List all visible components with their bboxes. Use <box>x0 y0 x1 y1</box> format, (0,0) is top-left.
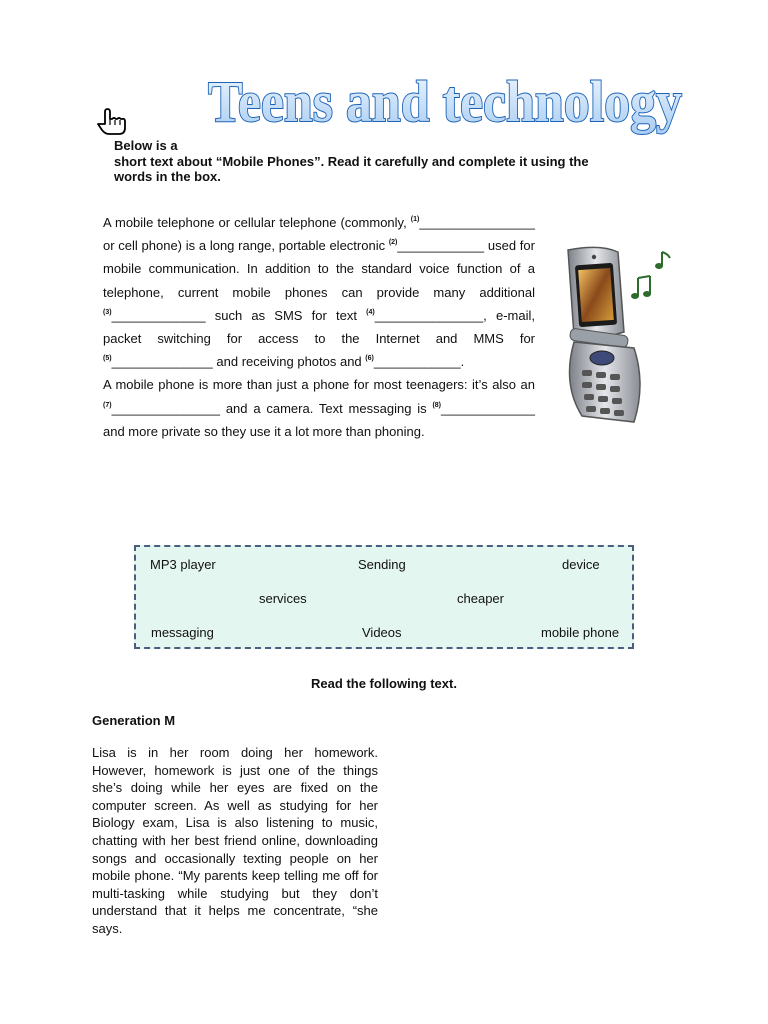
word-box-item: mobile phone <box>541 625 620 640</box>
word-box-item: Sending <box>358 557 406 572</box>
instructions-line-3: words in the box. <box>114 169 221 184</box>
reading-title: Generation M <box>92 713 176 728</box>
exercise-paragraph-1 <box>103 211 535 373</box>
word-box-item: messaging <box>151 625 214 640</box>
exercise-text: A mobile telephone or cellular telephone (commonly, <box>103 215 411 230</box>
exercise-text: _______________, e-mail, packet switching for access to the Internet and MMS for <box>103 307 535 347</box>
page-title: Teens and technology <box>208 69 682 134</box>
gap-number: (5) <box>103 355 112 363</box>
exercise-text: _____________ and more private so they use it a lot more than phoning. <box>103 400 535 439</box>
gap-number: (2) <box>388 239 398 247</box>
exercise-text: ________________ or cell phone) is a long range, portable electronic <box>103 215 535 254</box>
gap-number: (7) <box>103 401 112 409</box>
music-notes-icon <box>628 248 682 308</box>
reading-heading: Read the following text. <box>311 676 457 691</box>
gap-number: (4) <box>366 308 375 316</box>
word-box-item: MP3 player <box>150 557 216 572</box>
exercise-text: _______________ and a camera. Text messaging is <box>111 400 433 416</box>
gap-number: (8) <box>432 401 441 409</box>
instructions-line-2: short text about “Mobile Phones”. Read it carefully and complete it using the <box>114 153 589 169</box>
gap-fill-exercise <box>103 211 535 443</box>
exercise-paragraph-2 <box>103 373 535 443</box>
exercise-text: ____________. <box>373 354 465 370</box>
exercise-text: ______________ and receiving photos and <box>111 354 366 370</box>
exercise-text: A mobile phone is more than just a phone for most teenagers: it’s also an <box>103 377 535 393</box>
reading-text: Lisa is in her room doing her homework. However, homework is just one of the things she’s doing while her eyes are fixed on the computer screen. As well as studying for her Biology exam, Lisa is also listening to music, chatting with her best friend online, downloading songs and occasionally texting people on her mobile phone. “My parents keep telling me off for multi-tasking while studying but they don’t understand that it helps me concentrate, “she says. <box>92 745 378 936</box>
instructions <box>114 138 644 185</box>
hand-pointer-icon <box>94 106 130 138</box>
exercise-text: _____________ such as SMS for text <box>111 307 367 323</box>
word-box-item: device <box>562 557 600 572</box>
word-box <box>134 545 634 649</box>
gap-number: (3) <box>103 308 112 316</box>
instructions-line-1: Below is a <box>114 138 178 153</box>
word-box-item: services <box>259 591 307 606</box>
exercise-text: ____________ used for mobile communication. In addition to the standard voice function of a telephone, current mobile phones can provide many additional <box>103 238 535 300</box>
title-banner <box>206 66 686 140</box>
word-box-item: Videos <box>362 625 402 640</box>
gap-number: (6) <box>365 355 374 363</box>
gap-number: (1) <box>410 216 420 223</box>
word-box-item: cheaper <box>457 591 504 606</box>
